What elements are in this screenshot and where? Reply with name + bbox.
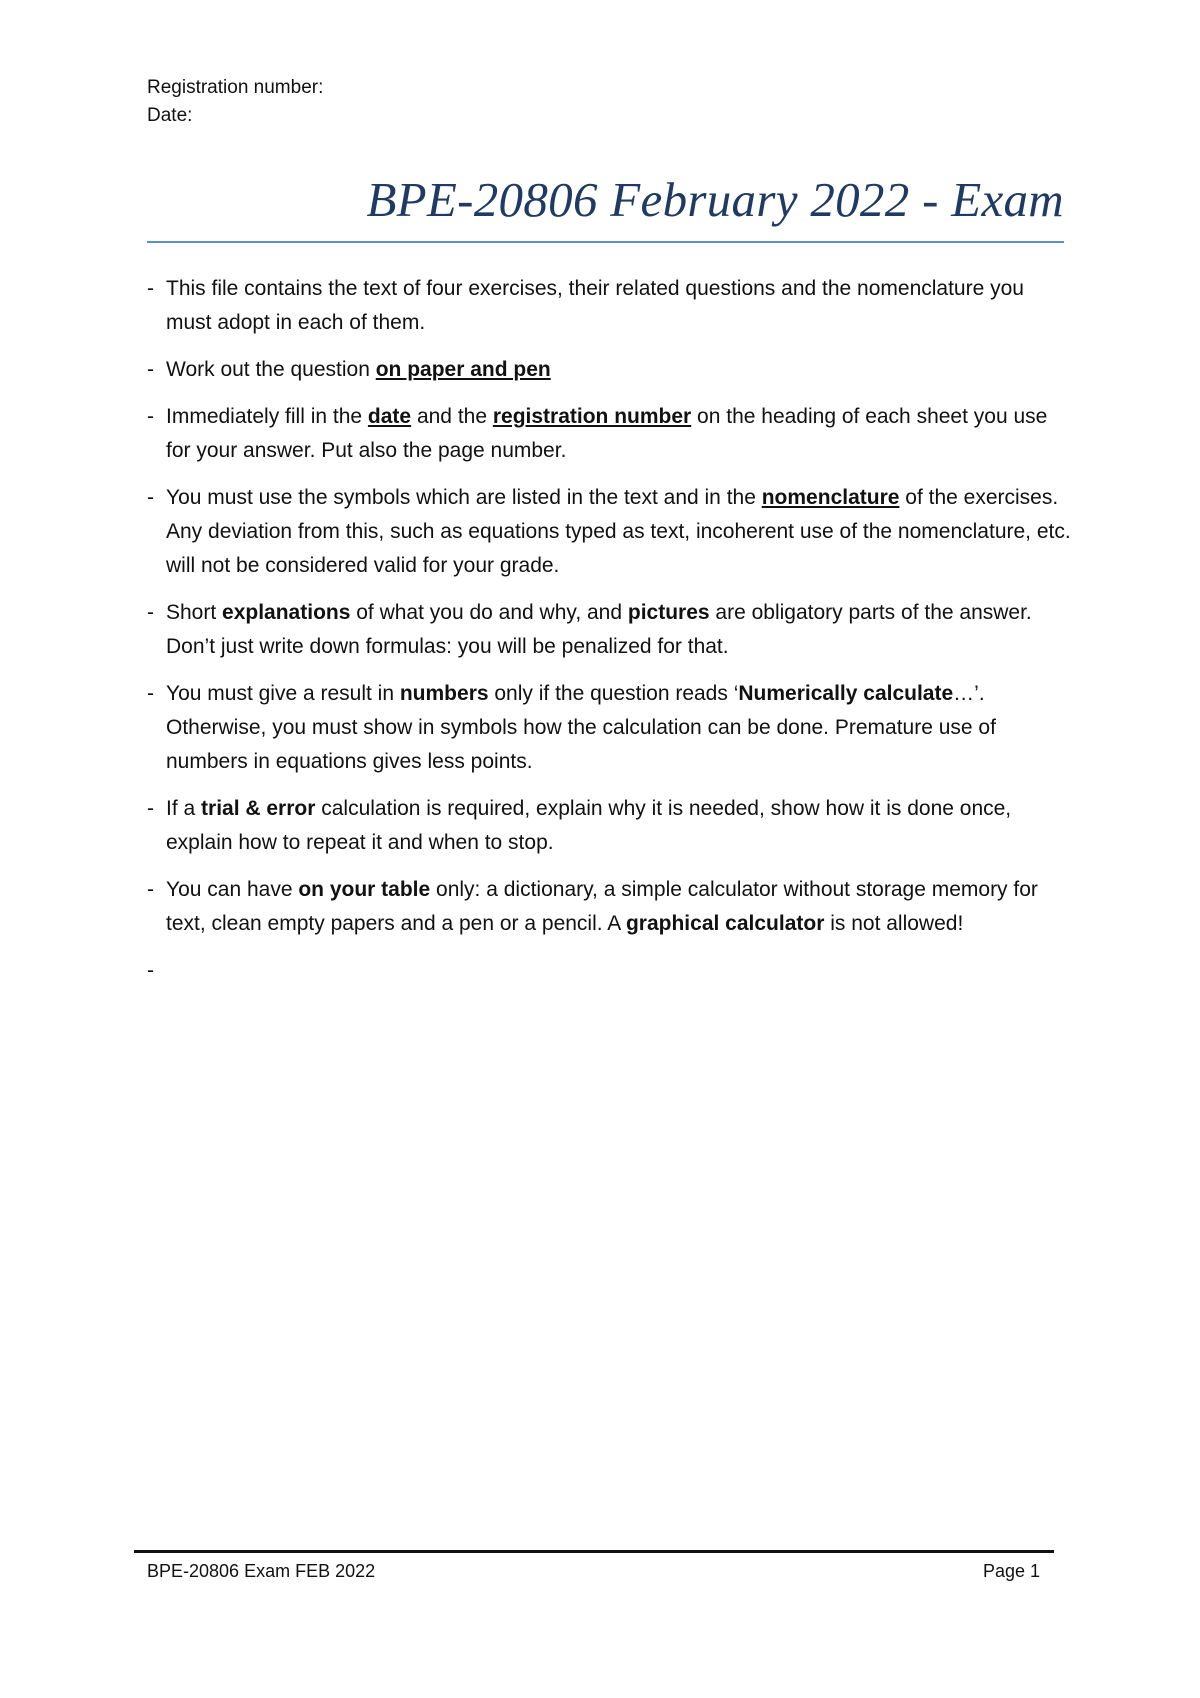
instruction-text: You must use the symbols which are listed in the text and in the [166,486,762,509]
underlined-emphasis-text: on paper and pen [375,358,551,381]
instruction-item [147,400,1072,468]
instruction-text: calculation is required, explain why it is needed, show how it is done once, explain how to repeat it and when to stop. [166,797,1012,854]
underlined-emphasis-text: nomenclature [761,486,900,509]
underlined-emphasis-text: date [367,405,412,428]
title-underline [147,241,1064,243]
instruction-item [147,792,1072,860]
bullet-dash: - [147,601,154,624]
footer-rule [134,1550,1054,1553]
footer-course-label: BPE-20806 Exam FEB 2022 [147,1561,376,1581]
instruction-text: Immediately fill in the [166,405,368,428]
instruction-text: only if the question reads ‘ [488,682,739,705]
instruction-text: of what you do and why, and [350,601,628,624]
instruction-item [147,677,1072,779]
bullet-dash: - [147,277,154,300]
bullet-dash: - [147,878,154,901]
instruction-item [147,873,1072,941]
emphasis-text: graphical calculator [625,912,825,935]
instruction-text: of the exercises. Any deviation from this, such as equations typed as text, incoherent use of the nomenclature, etc. will not be considered valid for your grade. [166,486,1071,577]
instruction-text: Work out the question [166,358,376,381]
registration-number-label: Registration number: [147,77,324,98]
page-title: BPE-20806 February 2022 - Exam [366,172,1064,227]
emphasis-text: trial & error [201,797,316,820]
instruction-text: This file contains the text of four exercises, their related questions and the nomenclature you must adopt in each of them. [166,277,1024,334]
instruction-item [147,596,1072,664]
instruction-text: only: a dictionary, a simple calculator without storage memory for text, clean empty papers and a pen or a pencil. A [166,878,1038,935]
emphasis-text: explanations [222,601,351,624]
emphasis-text: on your table [298,878,431,901]
instructions-list [147,272,1072,982]
instruction-text: is not allowed! [824,912,964,935]
bullet-dash: - [147,682,154,705]
emphasis-text: pictures [627,601,710,624]
bullet-dash: - [147,797,154,820]
bullet-dash: - [147,486,154,509]
header-fields [147,74,323,130]
instruction-text: …’. Otherwise, you must show in symbols how the calculation can be done. Premature use of numbers in equations gives less points. [166,682,996,773]
date-label: Date: [147,105,193,126]
instruction-text: Short [166,601,223,624]
instruction-text: on the heading of each sheet you use for your answer. Put also the page number. [166,405,1048,462]
instruction-text: and the [411,405,493,428]
bullet-dash: - [147,405,154,428]
underlined-emphasis-text: registration number [492,405,692,428]
emphasis-text: Numerically calculate [738,682,954,705]
instruction-item [147,272,1072,340]
instruction-text: If a [166,797,202,820]
instruction-text: You must give a result in [166,682,400,705]
emphasis-text: numbers [399,682,489,705]
instruction-text: are obligatory parts of the answer. Don’t just write down formulas: you will be penalized for that. [166,601,1032,658]
instruction-item [147,353,1072,387]
footer-page-number: Page 1 [982,1561,1040,1581]
instruction-item [147,481,1072,583]
instruction-text: You can have [166,878,299,901]
bullet-dash: - [147,358,154,381]
bullet-dash: - [147,959,154,982]
